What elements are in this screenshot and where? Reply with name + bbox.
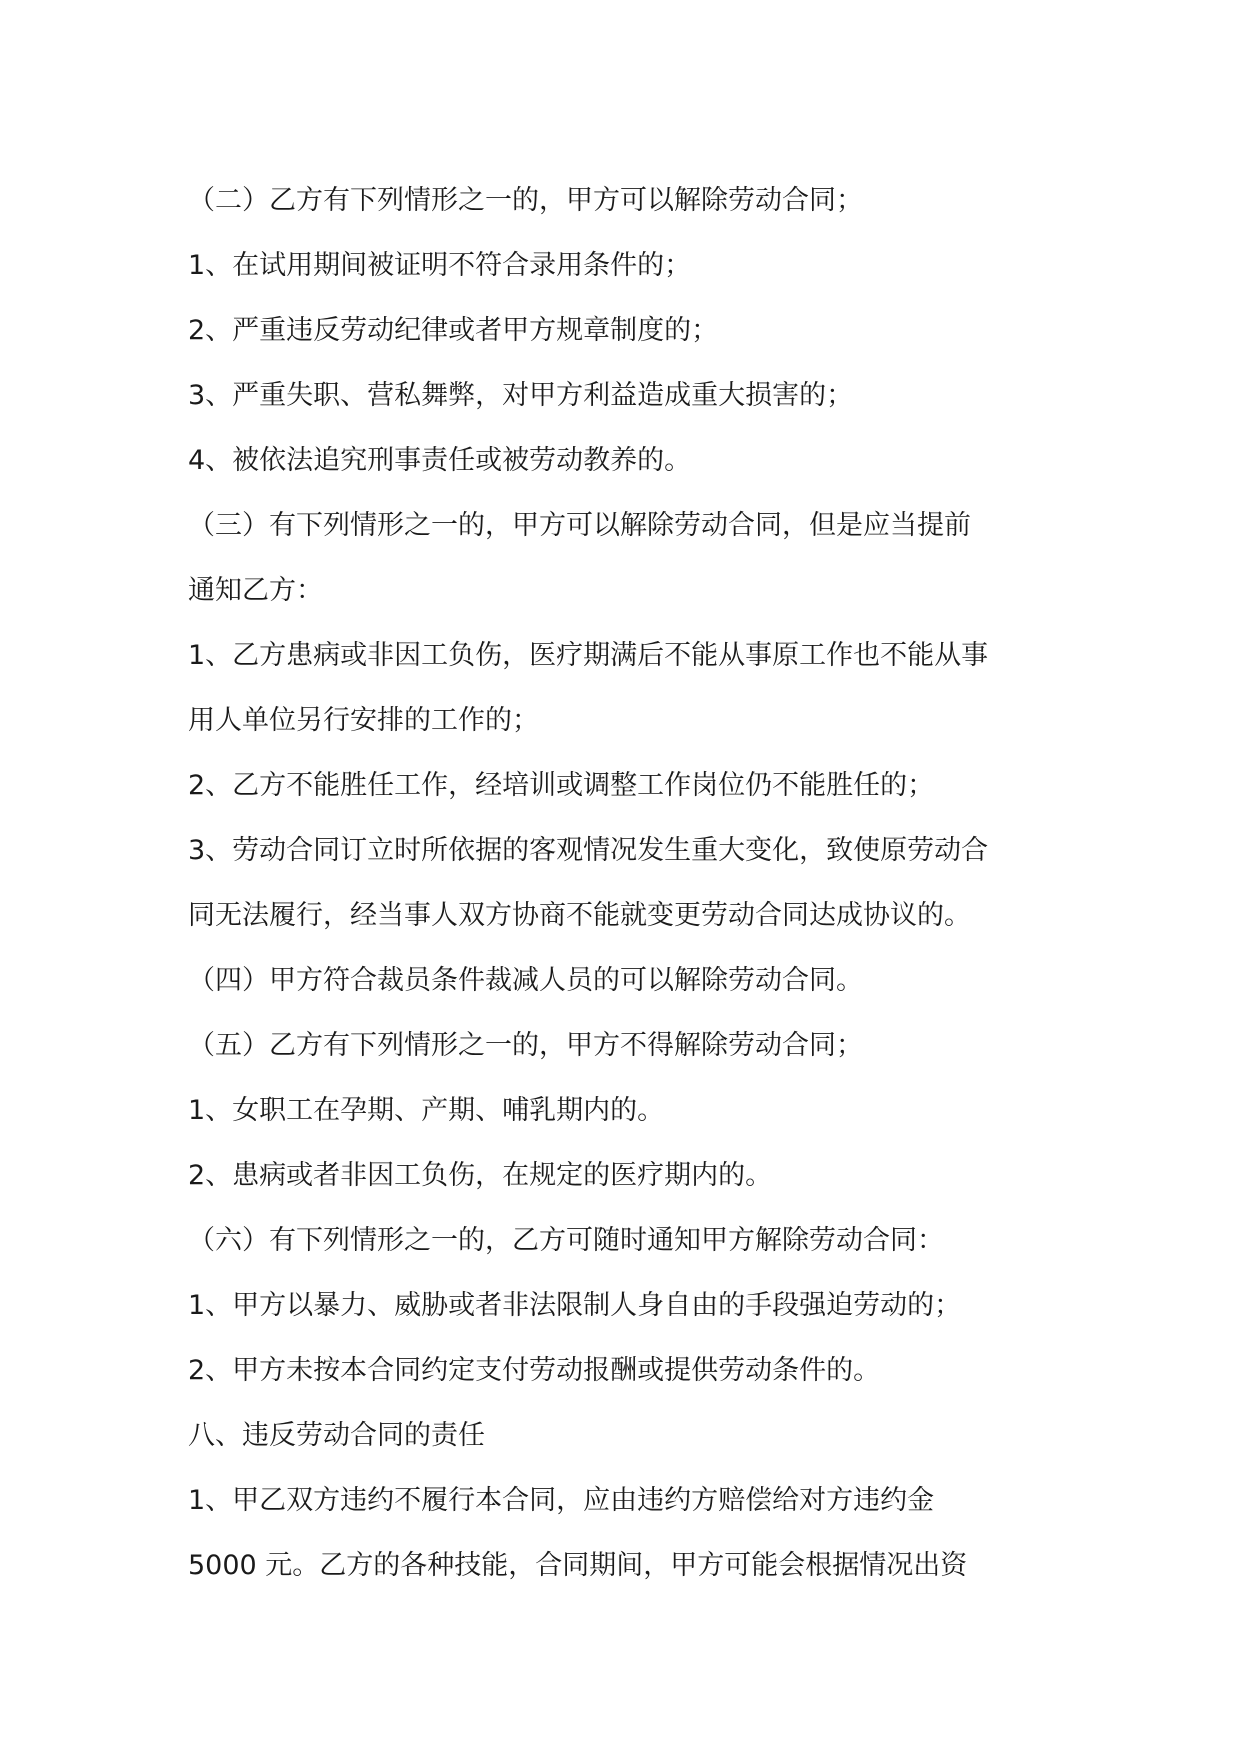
clause-item-continued: 同无法履行，经当事人双方协商不能就变更劳动合同达成协议的。 [188, 900, 971, 931]
clause-item: 1、乙方患病或非因工负伤，医疗期满后不能从事原工作也不能从事 [188, 640, 989, 671]
clause-item: 2、患病或者非因工负伤，在规定的医疗期内的。 [188, 1160, 773, 1191]
clause-item: 2、甲方未按本合同约定支付劳动报酬或提供劳动条件的。 [188, 1355, 881, 1386]
clause-item-continued: 用人单位另行安排的工作的； [188, 705, 539, 736]
clause-item: 1、在试用期间被证明不符合录用条件的； [188, 250, 692, 281]
clause-item: 2、乙方不能胜任工作，经培训或调整工作岗位仍不能胜任的； [188, 770, 935, 801]
clause-item: 1、女职工在孕期、产期、哺乳期内的。 [188, 1095, 665, 1126]
clause-heading-5: （五）乙方有下列情形之一的，甲方不得解除劳动合同； [188, 1030, 863, 1061]
clause-item-continued: 5000 元。乙方的各种技能，合同期间，甲方可能会根据情况出资 [188, 1550, 968, 1581]
section-heading-8: 八、违反劳动合同的责任 [188, 1420, 485, 1451]
clause-item: 4、被依法追究刑事责任或被劳动教养的。 [188, 445, 692, 476]
clause-item: 1、甲乙双方违约不履行本合同，应由违约方赔偿给对方违约金 [188, 1485, 935, 1516]
clause-item: 1、甲方以暴力、威胁或者非法限制人身自由的手段强迫劳动的； [188, 1290, 962, 1321]
clause-heading-4: （四）甲方符合裁员条件裁减人员的可以解除劳动合同。 [188, 965, 863, 996]
clause-heading-2: （二）乙方有下列情形之一的，甲方可以解除劳动合同； [188, 185, 863, 216]
clause-item: 3、劳动合同订立时所依据的客观情况发生重大变化，致使原劳动合 [188, 835, 989, 866]
clause-item: 2、严重违反劳动纪律或者甲方规章制度的； [188, 315, 719, 346]
clause-heading-6: （六）有下列情形之一的，乙方可随时通知甲方解除劳动合同： [188, 1225, 944, 1256]
clause-heading-3: （三）有下列情形之一的，甲方可以解除劳动合同，但是应当提前 [188, 510, 971, 541]
document-body [188, 168, 1068, 1598]
clause-heading-3-continued: 通知乙方： [188, 575, 323, 606]
clause-item: 3、严重失职、营私舞弊，对甲方利益造成重大损害的； [188, 380, 854, 411]
